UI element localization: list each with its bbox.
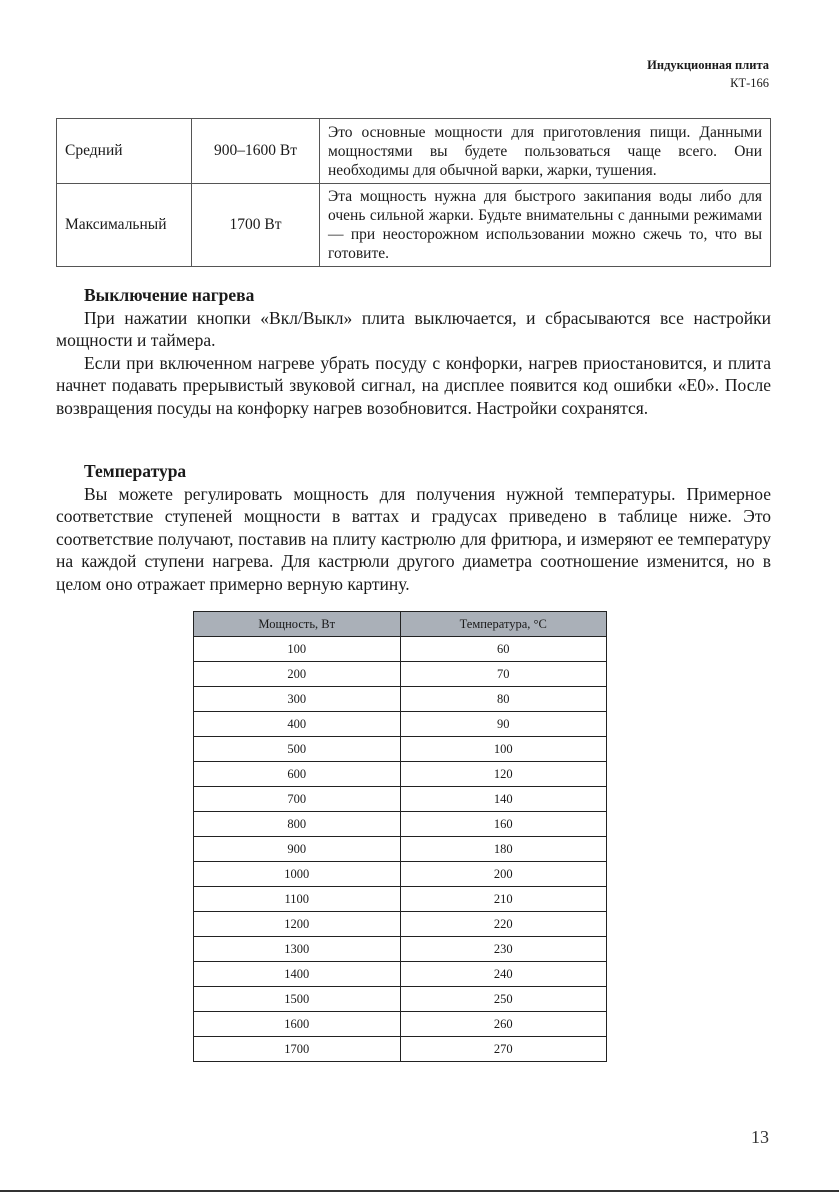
temperature-cell: 260 [400,1012,607,1037]
table-row [194,762,607,787]
header-model: КТ-166 [730,76,769,90]
power-modes-table [56,118,771,267]
mode-name: Максимальный [57,184,192,267]
power-cell: 1700 [194,1037,401,1062]
temperature-cell: 230 [400,937,607,962]
table-row [57,119,771,184]
mode-description: Эта мощность нужна для быстрого закипания воды либо для очень сильной жарки. Будьте внимательны с данными режимами — при неосторожном использовании можно сжечь то, что вы готовите. [320,184,771,267]
table-row [194,837,607,862]
temperature-cell: 100 [400,737,607,762]
temperature-cell: 200 [400,862,607,887]
table-row [57,184,771,267]
mode-name: Средний [57,119,192,184]
power-cell: 200 [194,662,401,687]
table-row [194,687,607,712]
power-cell: 900 [194,837,401,862]
section-heading: Температура [84,461,187,481]
power-cell: 300 [194,687,401,712]
table-header-row [194,612,607,637]
bottom-rule [0,1190,839,1192]
power-cell: 100 [194,637,401,662]
table-row [194,662,607,687]
power-cell: 1300 [194,937,401,962]
power-cell: 600 [194,762,401,787]
temperature-cell: 270 [400,1037,607,1062]
table-row [194,862,607,887]
column-header-temperature: Температура, °C [400,612,607,637]
mode-power: 1700 Вт [192,184,320,267]
table-row [194,887,607,912]
table-row [194,812,607,837]
section-heading: Выключение нагрева [84,285,255,305]
temperature-cell: 220 [400,912,607,937]
temperature-cell: 90 [400,712,607,737]
column-header-power: Мощность, Вт [194,612,401,637]
temperature-cell: 210 [400,887,607,912]
table-row [194,737,607,762]
power-cell: 500 [194,737,401,762]
temperature-cell: 70 [400,662,607,687]
header-product-name: Индукционная плита [647,58,769,72]
table-row [194,787,607,812]
temperature-table [193,611,607,1062]
temperature-cell: 240 [400,962,607,987]
paragraph: Вы можете регулировать мощность для получения нужной температуры. Примерное соответствие ступеней мощности в ваттах и градусах приведено в таблице ниже. Это соответствие получают, поставив на плиту кастрюлю для фритюра, и измеряют ее температуру на каждой ступени нагрева. Для кастрюли другого диаметра соотношение изменится, но в целом оно отражает примерно верную картину. [56,483,771,594]
temperature-cell: 140 [400,787,607,812]
temperature-cell: 180 [400,837,607,862]
table-row [194,637,607,662]
power-cell: 1100 [194,887,401,912]
temperature-table-body [194,637,607,1062]
table-row [194,987,607,1012]
power-cell: 1500 [194,987,401,1012]
power-cell: 1600 [194,1012,401,1037]
table-row [194,962,607,987]
paragraph: Если при включенном нагреве убрать посуду с конфорки, нагрев приостановится, и плита начнет подавать прерывистый звуковой сигнал, на дисплее появится код ошибки «E0». После возвращения посуды на конфорку нагрев возобновится. Настройки сохранятся. [56,352,771,418]
power-cell: 800 [194,812,401,837]
section-heating-off [56,284,771,419]
running-header [647,56,769,92]
mode-description: Это основные мощности для приготовления пищи. Данными мощностями вы будете пользоваться чаще всего. Они необходимы для обычной варки, жарки, тушения. [320,119,771,184]
table-row [194,712,607,737]
table-row [194,1012,607,1037]
power-cell: 400 [194,712,401,737]
power-cell: 700 [194,787,401,812]
temperature-cell: 250 [400,987,607,1012]
page-number: 13 [751,1127,769,1147]
power-cell: 1400 [194,962,401,987]
temperature-cell: 120 [400,762,607,787]
mode-power: 900–1600 Вт [192,119,320,184]
power-cell: 1000 [194,862,401,887]
section-temperature [56,460,771,595]
temperature-cell: 160 [400,812,607,837]
temperature-cell: 80 [400,687,607,712]
table-row [194,912,607,937]
temperature-cell: 60 [400,637,607,662]
table-row [194,937,607,962]
paragraph: При нажатии кнопки «Вкл/Выкл» плита выключается, и сбрасываются все настройки мощности и таймера. [56,307,771,350]
table-row [194,1037,607,1062]
power-cell: 1200 [194,912,401,937]
